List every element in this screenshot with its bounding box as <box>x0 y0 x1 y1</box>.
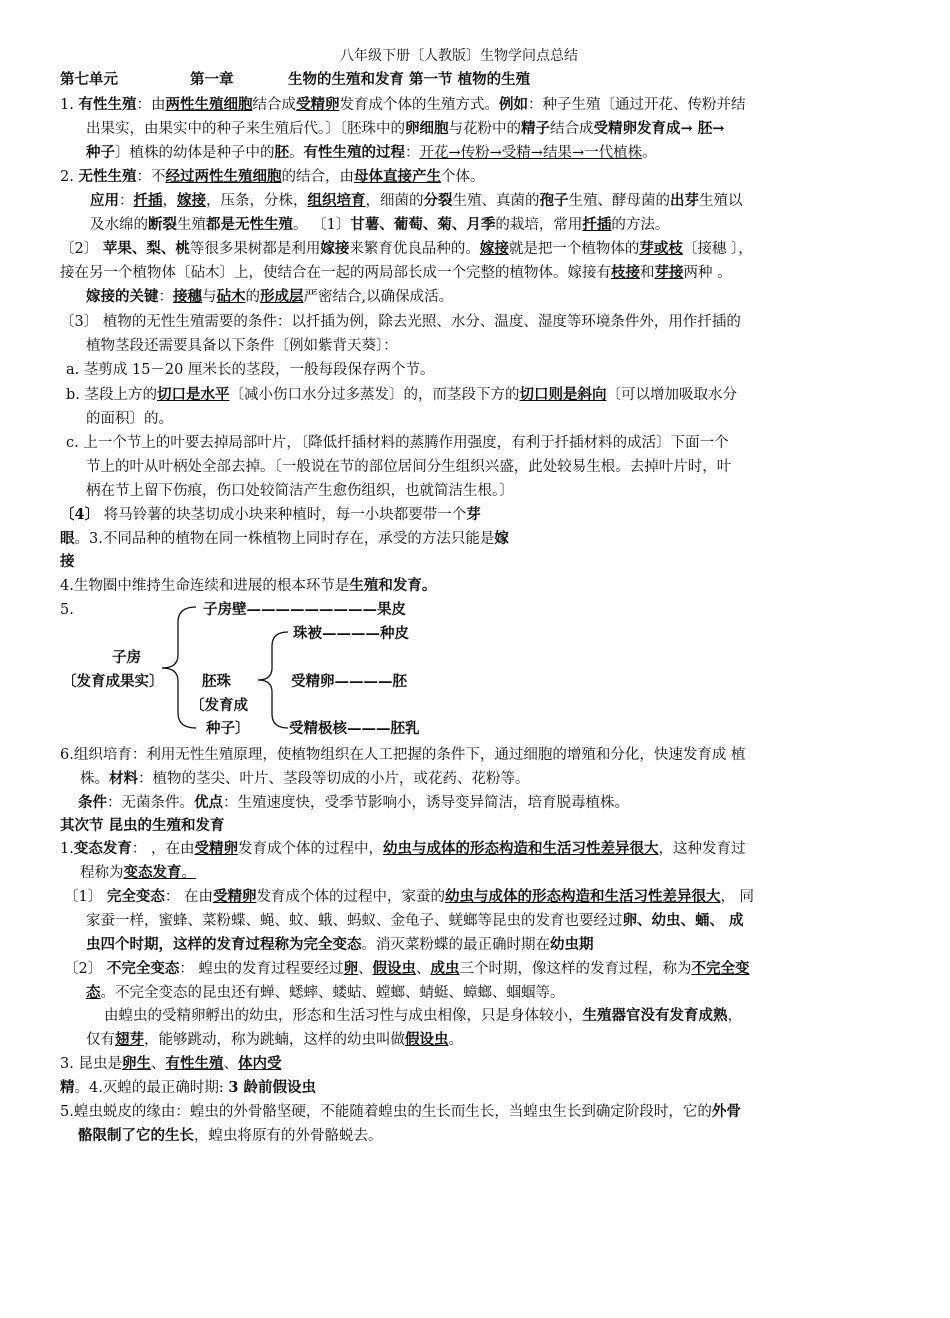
text-segment: 芽 <box>466 506 481 523</box>
text-segment: 受精卵 <box>194 840 238 857</box>
text-segment: 发育成个体的过程中，家蚕的 <box>256 889 445 905</box>
text-segment: ，能够跳动，称为跳蝻，这样的幼虫叫做 <box>144 1032 405 1048</box>
text-segment: 经过两性生殖细胞 <box>165 168 282 185</box>
text-segment: 扦插 <box>582 216 612 233</box>
text-segment: c. 上一个节上的叶要去掉局部叶片，〔降低扦插材料的蒸腾作用强度，有利于扦插材料的成活〕下面一个 <box>66 435 729 451</box>
text-segment: 。 <box>642 145 657 161</box>
text-segment: 嫁 <box>494 530 509 547</box>
text-segment: 假设虫 <box>372 960 416 977</box>
text-segment: 4.生物圈中维持生命连续和进展的根本环节是 <box>60 578 350 594</box>
text-segment: 与 <box>202 289 217 305</box>
text-segment: 卵细胞 <box>405 120 449 137</box>
text-segment: 有性生殖 <box>165 1055 224 1072</box>
text-segment: 胚 <box>274 144 289 161</box>
text-segment: 芽接 <box>654 264 684 281</box>
text-segment: 应用 <box>90 192 119 209</box>
text-segment: 嫁接 <box>320 240 350 257</box>
text-segment: 接在另一个植物体〔砧木〕上，使结合在一起的两局部长成一个完整的植物体。嫁接有 <box>60 265 611 281</box>
chapter-label: 第一章 <box>190 71 234 88</box>
text-segment: 的结合，由 <box>281 169 354 185</box>
text-segment: 出果实，由果实中的种子来生殖后代。〕〔胚珠中的 <box>86 121 405 137</box>
text-segment: 接 <box>60 553 75 570</box>
text-segment: 骼限制了它的生长 <box>78 1127 194 1144</box>
text-segment: 例如 <box>498 96 528 113</box>
text-segment: 生殖和发育。 <box>349 577 437 594</box>
text-segment: ： ，在由 <box>131 841 195 857</box>
text-segment: 就是把一个植物体的 <box>508 241 640 257</box>
text-segment: 生殖器官没有发育成熟 <box>582 1007 728 1024</box>
text-segment: ：不 <box>136 169 166 185</box>
text-segment: 植物茎段还需要具备以下条件〔例如紫背天葵〕： <box>86 338 398 354</box>
text-segment: 接穗 <box>173 288 202 305</box>
text-segment: 6.组织培育：利用无性生殖原理，使植物组织在人工把握的条件下，通过细胞的增殖和分化，快速发育成 植 <box>60 747 746 763</box>
text-segment: 5.蝗虫蜕皮的缘由：蝗虫的外骨骼坚硬，不能随着蝗虫的生长而生长，当蝗虫生长到确定阶段时，它的 <box>60 1104 712 1120</box>
ovary-wall-label: 子房壁—————————果皮 <box>203 601 406 618</box>
text-segment: 生殖、真菌的 <box>452 193 540 209</box>
text-segment: 芽或枝 <box>639 240 683 257</box>
text-segment: 〔1〕 <box>64 889 107 905</box>
doc-title: 八年级下册〔人教版〕生物学问点总结 <box>340 48 578 64</box>
text-segment: 〔4〕 <box>60 506 100 523</box>
text-segment: ，蝗虫将原有的外骨骼蜕去。 <box>194 1128 383 1144</box>
text-segment: 眼 <box>60 530 75 547</box>
text-segment: 生殖、酵母菌的 <box>568 193 670 209</box>
text-segment: 幼虫与成体的形态构造和生活习性差异很大 <box>382 840 659 857</box>
text-segment: 外骨 <box>711 1103 741 1120</box>
text-segment: 1. <box>60 841 74 857</box>
text-segment: 都是无性生殖 <box>206 216 293 233</box>
text-segment: 嫁接 <box>479 240 509 257</box>
text-segment: 甘薯、葡萄、菊、月季 <box>350 216 496 233</box>
text-segment: 虫四个时期，这样的发育过程称为完全变态 <box>86 936 362 953</box>
text-segment: 5. <box>60 602 74 618</box>
text-segment: 开花→传粉→受精→结果→一代植株 <box>419 145 643 161</box>
text-segment: 有性生殖 <box>78 96 137 113</box>
text-segment: 变态发育 <box>73 840 132 857</box>
text-segment: 3 龄前假设虫 <box>228 1079 316 1096</box>
text-segment: ，这种发育过 <box>658 841 746 857</box>
text-segment: 组织培育 <box>307 192 366 209</box>
text-segment: 发育成个体的生殖方式。 <box>339 97 499 113</box>
text-segment: 生殖 <box>177 217 206 233</box>
text-segment: 分裂 <box>423 192 453 209</box>
text-segment: 其次节 昆虫的生殖和发育 <box>60 817 225 834</box>
text-segment: 翅芽 <box>115 1031 144 1048</box>
ovary-label: 子房 <box>112 649 141 666</box>
text-segment: 将马铃薯的块茎切成小块来种植时，每一小块都要带一个 <box>99 507 467 523</box>
text-segment: 2. <box>60 169 79 185</box>
text-segment: 由蝗虫的受精卵孵出的幼虫，形态和生活习性与成虫相像，只是身体较小， <box>104 1008 583 1024</box>
text-segment: 材料 <box>109 770 138 787</box>
text-segment: 发育成个体的过程中， <box>237 841 383 857</box>
text-segment: 与花粉中的 <box>448 121 521 137</box>
text-segment: 的栽培，常用 <box>495 217 583 233</box>
text-segment: 结合成 <box>252 97 296 113</box>
text-segment: 枝接 <box>611 264 640 281</box>
text-segment: ：生殖速度快，受季节影响小，诱导变异简洁，培育脱毒植株。 <box>223 795 629 811</box>
text-segment: 无性生殖 <box>78 168 137 185</box>
text-segment: 〔2〕 <box>60 241 103 257</box>
text-segment: 和 <box>640 265 655 281</box>
text-segment: 、 <box>357 961 373 977</box>
text-segment: 及水绵的 <box>90 217 148 233</box>
text-segment: 种子 <box>86 144 115 161</box>
text-segment: 精子 <box>521 120 550 137</box>
text-segment: 程称为 <box>80 865 124 881</box>
text-segment: 受精卵 <box>212 888 257 905</box>
text-segment: ： <box>119 193 134 209</box>
text-segment: 嫁接 <box>177 192 206 209</box>
text-segment: 结合成 <box>550 121 594 137</box>
text-segment: 卵 <box>343 960 358 977</box>
text-segment: a. 茎剪成 15－20 厘米长的茎段，一般每段保存两个节。 <box>66 362 435 378</box>
polar-nucleus-label: 受精极核———胚乳 <box>289 720 420 737</box>
text-segment: ， 同 <box>720 889 755 905</box>
text-segment: 切口是水平 <box>157 386 230 403</box>
text-segment: 〔2〕 <box>64 961 107 977</box>
text-segment: 受精卵 <box>295 96 340 113</box>
text-segment: b. 茎段上方的 <box>66 387 157 403</box>
ovule-label: 胚珠 <box>202 673 231 690</box>
text-segment: 生殖以 <box>699 193 743 209</box>
text-segment: ：无菌条件。 <box>107 795 194 811</box>
text-segment: 、 <box>223 1056 238 1072</box>
text-segment: 〔接穗 〕， <box>682 241 753 257</box>
text-segment: ：由 <box>136 97 166 113</box>
text-segment: 。 〔1〕 <box>293 217 351 233</box>
text-segment: 、 <box>415 961 431 977</box>
text-segment: 受精卵发育成→ 胚→ <box>593 120 725 137</box>
text-segment: 优点 <box>194 794 223 811</box>
text-segment: ： 在由 <box>164 889 213 905</box>
text-segment: 嫁接的关键 <box>86 288 159 305</box>
chapter-title: 生物的生殖和发育 第一节 植物的生殖 <box>288 71 531 88</box>
text-segment: 。4.灭蝗的最正确时期: <box>74 1080 229 1096</box>
text-segment: 个体。 <box>440 169 485 185</box>
text-segment: 断裂 <box>148 216 177 233</box>
text-segment: 1. <box>60 97 79 113</box>
text-segment: 柄在节上留下伤痕，伤口处较简洁产生愈伤组织，也就简洁生根。〕 <box>86 483 514 499</box>
text-segment: 幼虫期 <box>550 936 594 953</box>
text-segment: 、 <box>150 1056 166 1072</box>
text-segment: 。 <box>181 865 196 881</box>
text-segment: 扦插 <box>133 192 163 209</box>
text-segment: ，压条，分株， <box>206 193 308 209</box>
text-segment: 等很多果树都是利用 <box>189 241 321 257</box>
text-segment: 来繁育优良品种的。 <box>349 241 480 257</box>
text-segment: 节上的叶从叶柄处全部去掉。〔一般说在节的部位居间分生组织兴盛，此处较易生根。去掉叶片时，叶 <box>86 459 732 475</box>
ovule-note-1: 〔发育成 <box>190 697 248 714</box>
text-segment: 的面积〕的。 <box>86 411 173 427</box>
text-segment: 。 <box>448 1032 463 1048</box>
text-segment: 三个时期，像这样的发育过程，称为 <box>459 961 692 977</box>
text-segment: ： <box>158 289 173 305</box>
text-segment: 仅有 <box>86 1032 115 1048</box>
text-segment: 两种 。 <box>683 265 732 281</box>
text-segment: 完全变态 <box>106 888 165 905</box>
text-segment: 条件 <box>78 794 107 811</box>
text-segment: 态 <box>86 984 101 1001</box>
text-segment: 两性生殖细胞 <box>165 96 253 113</box>
text-segment: 切口则是斜向 <box>519 386 607 403</box>
text-segment: 不完全变态 <box>106 960 180 977</box>
text-segment: ：植物的茎尖、叶片、茎段等切成的小片，或花药、花粉等。 <box>138 771 530 787</box>
text-segment: ： 蝗虫的发育过程要经过 <box>179 961 344 977</box>
ovule-note-2: 种子〕 <box>206 720 250 737</box>
text-segment: 假设虫 <box>405 1031 449 1048</box>
text-segment: 的 <box>245 289 260 305</box>
text-segment: 。不完全变态的昆虫还有蝉、蟋蟀、蝼蛄、螳螂、蜻蜓、蟑螂、蝈蝈等。 <box>100 985 565 1001</box>
text-segment: 形成层 <box>260 288 304 305</box>
text-segment: 株。 <box>80 771 109 787</box>
text-segment: ， <box>162 193 177 209</box>
text-segment: 体内受 <box>237 1055 282 1072</box>
text-segment: ，细菌的 <box>365 193 424 209</box>
text-segment: 。消灭菜粉蝶的最正确时期在 <box>361 937 550 953</box>
unit-label: 第七单元 <box>60 71 118 88</box>
text-segment: ：种子生殖〔通过开花、传粉并结 <box>527 97 746 113</box>
text-segment: 出芽 <box>670 192 699 209</box>
text-segment: 幼虫与成体的形态构造和生活习性差异很大 <box>444 888 721 905</box>
text-segment: 。 <box>289 145 304 161</box>
text-segment: 〔3〕 植物的无性生殖需要的条件：以扦插为例，除去光照、水分、温度、湿度等环境条件外，用作扦插的 <box>60 314 741 330</box>
text-segment: 精 <box>60 1079 75 1096</box>
text-segment: 砧木 <box>216 288 246 305</box>
text-segment: 母体直接产生 <box>353 168 441 185</box>
text-segment: 家蚕一样，蜜蜂、菜粉蝶、蝇、蚊、蛾、蚂蚁、金龟子、蜣螂等昆虫的发育也要经过 <box>86 913 623 929</box>
text-segment: ， <box>727 1008 742 1024</box>
text-segment: 有性生殖的过程 <box>303 144 405 161</box>
text-segment: ： <box>405 145 420 161</box>
text-segment: 〔减小伤口水分过多蒸发〕的，而茎段下方的 <box>229 387 520 403</box>
ovule-brace <box>258 632 288 728</box>
text-segment: 变态发育 <box>123 864 182 881</box>
text-segment: 卵生 <box>121 1055 151 1072</box>
text-segment: 3. 昆虫是 <box>60 1056 122 1072</box>
zygote-label: 受精卵————胚 <box>291 673 407 690</box>
text-segment: 。3.不同品种的植物在同一株植物上同时存在，承受的方法只能是 <box>74 531 495 547</box>
text-segment: 苹果、梨、桃 <box>102 240 190 257</box>
text-segment: 成虫 <box>430 960 460 977</box>
ovary-note: 〔发育成果实〕 <box>62 673 164 690</box>
text-segment: 〔可以增加吸取水分 <box>606 387 737 403</box>
text-segment: 不完全变 <box>691 960 750 977</box>
text-segment: 的方法。 <box>611 217 670 233</box>
text-segment: 卵、幼虫、蛹、 成 <box>622 912 744 929</box>
text-segment: 〕植株的幼体是种子中的 <box>115 145 275 161</box>
text-segment: 孢子 <box>539 192 569 209</box>
integument-label: 珠被————种皮 <box>293 625 409 642</box>
text-segment: 严密结合,以确保成活。 <box>303 289 454 305</box>
